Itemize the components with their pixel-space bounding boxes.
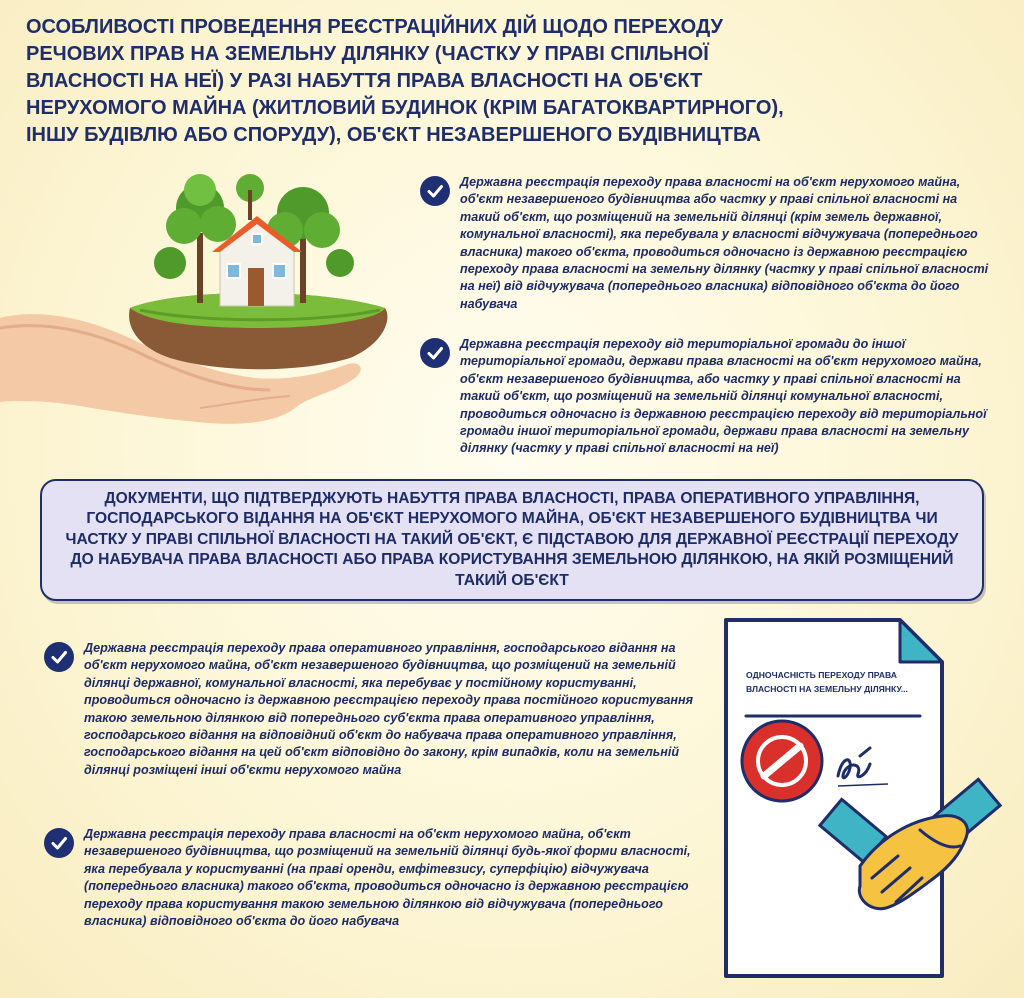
list-item-text: Державна реєстрація переходу від територіальної громади до іншої територіальної громади, держави права власності на об'єкт нерухомого майна, об'єкт незавершеного будівництва, або частку у праві спільної власності на такий об'єкт, що розміщений на земельній ділянці комунальної власності, проводиться одночасно із державною реєстрацією переходу від територіальної громади іншої територіальної громади, держави права власності на земельну ділянку (частку у праві спільної власності на неї) <box>460 337 987 456</box>
paper-line-1: ОДНОЧАСНІСТЬ ПЕРЕХОДУ ПРАВА <box>746 670 897 680</box>
list-item <box>44 826 694 930</box>
list-item <box>420 336 990 458</box>
documents-box <box>40 479 984 601</box>
paper-line-2: ВЛАСНОСТІ НА ЗЕМЕЛЬНУ ДІЛЯНКУ... <box>746 684 908 694</box>
list-item-text: Державна реєстрація переходу права власності на об'єкт нерухомого майна, об'єкт незавершеного будівництва, що розміщений на земельній ділянці будь-якої форми власності, яка перебувала у користуванні (на праві оренди, емфітевзису, суперфіцію) відчужувача (попереднього власника) такого об'єкта, проводиться одночасно із державною реєстрацією переходу права користування такою земельною ділянкою від відчужувача (попереднього власника) відповідного об'єкта до його набувача <box>84 827 691 929</box>
house-in-hand-illustration <box>0 168 400 440</box>
documents-box-text: ДОКУМЕНТИ, ЩО ПІДТВЕРДЖУЮТЬ НАБУТТЯ ПРАВА ВЛАСНОСТІ, ПРАВА ОПЕРАТИВНОГО УПРАВЛІННЯ, ГОСПОДАРСЬКОГО ВІДАННЯ НА ОБ'ЄКТ НЕРУХОМОГО МАЙНА, ОБ'ЄКТ НЕЗАВЕРШЕНОГО БУДІВНИЦТВА ЧИ ЧАСТКУ У ПРАВІ СПІЛЬНОЇ ВЛАСНОСТІ НА ТАКИЙ ОБ'ЄКТ, Є ПІДСТАВОЮ ДЛЯ ДЕРЖАВНОЇ РЕЄСТРАЦІЇ ПЕРЕХОДУ ДО НАБУВАЧА ПРАВА ВЛАСНОСТІ АБО ПРАВА КОРИСТУВАННЯ ЗЕМЕЛЬНОЮ ДІЛЯНКОЮ, НА ЯКІЙ РОЗМІЩЕНИЙ ТАКИЙ ОБ'ЄКТ <box>65 489 959 589</box>
list-item <box>44 640 694 779</box>
check-circle-icon <box>420 338 450 368</box>
document-handshake-illustration <box>720 616 1010 986</box>
list-item-text: Державна реєстрація переходу права власності на об'єкт нерухомого майна, об'єкт незавершеного будівництва або частку у праві спільної власності на такий об'єкт, що розміщений на земельній ділянці (крім земель державної, комунальної власності), яка перебувала у власності відчужувача (попереднього власника) такого об'єкта, проводиться одночасно із державною реєстрацією переходу права власності на земельну ділянку (частку у праві спільної власності на неї) від відчужувача (попереднього власника) відповідного об'єкта до його набувача <box>460 175 989 311</box>
check-circle-icon <box>44 828 74 858</box>
check-circle-icon <box>420 176 450 206</box>
list-item <box>420 174 990 313</box>
check-circle-icon <box>44 642 74 672</box>
list-item-text: Державна реєстрація переходу права оперативного управління, господарського відання на об'єкт нерухомого майна, об'єкт незавершеного будівництва, що розміщений на земельній ділянці державної, комунальної власності, яка перебуває у постійному користуванні, проводиться одночасно із державною реєстрацією переходу права постійного користування такою земельною ділянкою від попереднього суб'єкта права оперативного управління, господарського відання на відповідний об'єкт до набувача права оперативного управління, господарського відання на цей об'єкт відповідно до закону, крім випадків, коли на земельній ділянці розміщені інші об'єкти нерухомого майна <box>84 641 694 777</box>
stamp-icon <box>742 721 822 801</box>
page-title: ОСОБЛИВОСТІ ПРОВЕДЕННЯ РЕЄСТРАЦІЙНИХ ДІЙ ЩОДО ПЕРЕХОДУ РЕЧОВИХ ПРАВ НА ЗЕМЕЛЬНУ ДІЛЯНКУ (ЧАСТКУ У ПРАВІ СПІЛЬНОЇ ВЛАСНОСТІ НА НЕЇ) У РАЗІ НАБУТТЯ ПРАВА ВЛАСНОСТІ НА ОБ'ЄКТ НЕРУХОМОГО МАЙНА (ЖИТЛОВИЙ БУДИНОК (КРІМ БАГАТОКВАРТИРНОГО), ІНШУ БУДІВЛЮ АБО СПОРУДУ), ОБ'ЄКТ НЕЗАВЕРШЕНОГО БУДІВНИЦТВА <box>26 16 784 146</box>
